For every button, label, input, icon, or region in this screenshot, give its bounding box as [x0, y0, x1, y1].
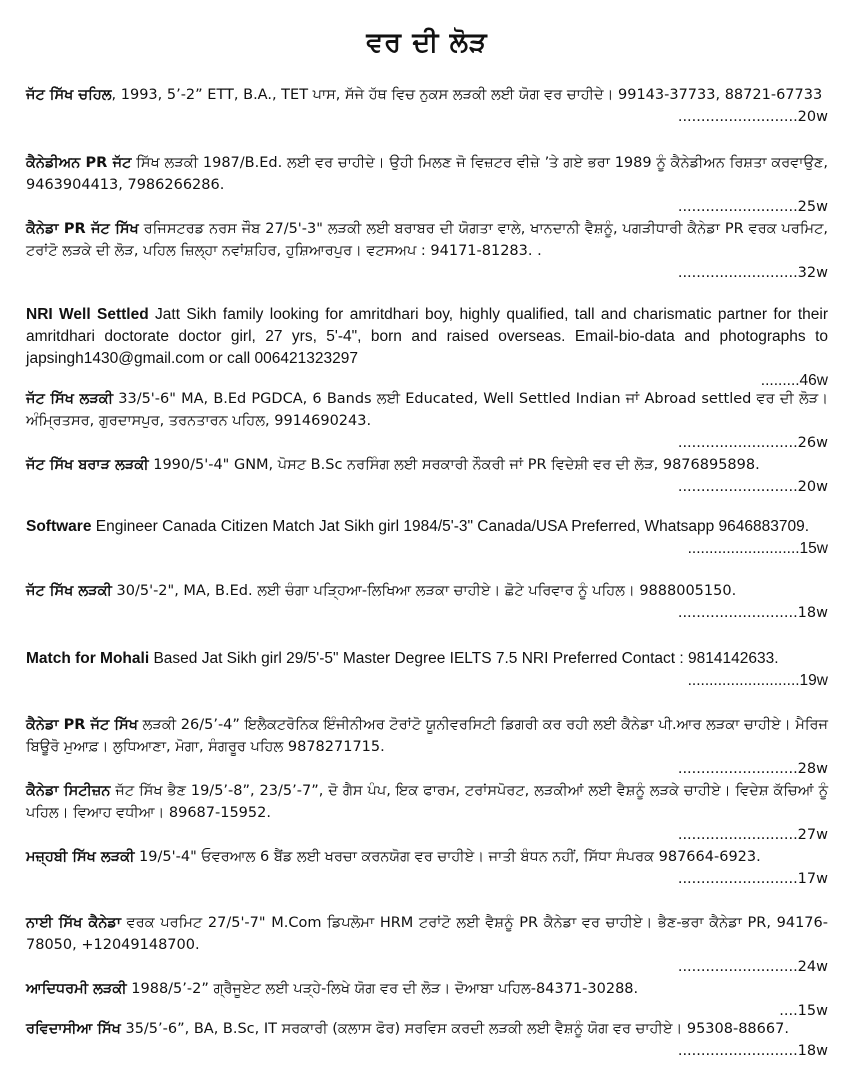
ad-body: ਲੜਕੀ 26/5’-4” ਇਲੈਕਟਰੋਨਿਕ ਇੰਜੀਨੀਅਰ ਟੋਰਾਂਟੋ ਯੂਨੀਵਰਸਿਟੀ ਡਿਗਰੀ ਕਰ ਰਹੀ ਲਈ ਕੈਨੇਡਾ ਪੀ.ਆਰ ਲੜਕਾ ਚਾਹੀਏ। ਮੈਰਿਜ ਬਿਊਰੋ ਮੁਆਫ਼। ਲੁਧਿਆਣਾ, ਮੋਗਾ, ਸੰਗਰੂਰ ਪਹਿਲ 9878271715. [26, 717, 829, 755]
ad-lead: Match for Mohali [26, 650, 150, 667]
ad-item [26, 1018, 828, 1062]
ad-item [26, 978, 828, 1022]
page-title: ਵਰ ਦੀ ਲੋੜ [366, 27, 488, 58]
ad-body: ਰਜਿਸਟਰਡ ਨਰਸ ਜੌਬ 27/5'-3" ਲੜਕੀ ਲਈ ਬਰਾਬਰ ਦੀ ਯੋਗਤਾ ਵਾਲੇ, ਖਾਨਦਾਨੀ ਵੈਸ਼ਨੂੰ, ਪਗੜੀਧਾਰੀ ਕੈਨੇਡਾ PR ਵਰਕ ਪਰਮਿਟ, ਟਰਾਂਟੋ ਲੜਕੇ ਦੀ ਲੋੜ, ਪਹਿਲ ਜ਼ਿਲ੍ਹਾ ਨਵਾਂਸ਼ਹਿਰ, ਹੁਸ਼ਿਆਰਪੁਰ। ਵਟਸਅਪ : 94171-81283. . [26, 221, 828, 259]
ad-rate: ..........................27w [677, 827, 828, 843]
ad-rate: ..........................24w [677, 959, 828, 975]
ad-item [26, 846, 828, 890]
ad-rate: .........46w [760, 372, 828, 389]
ad-body: ਸਿੱਖ ਲੜਕੀ 1987/B.Ed. ਲਈ ਵਰ ਚਾਹੀਦੇ। ਉਹੀ ਮਿਲਣ ਜੋ ਵਿਜ਼ਟਰ ਵੀਜ਼ੇ ’ਤੇ ਗਏ ਭਰਾ 1989 ਨੂੰ ਕੈਨੇਡੀਅਨ ਰਿਸ਼ਤਾ ਕਰਵਾਉਣ, 9463904413, 7986266286. [26, 155, 828, 193]
ad-rate: ....15w [779, 1003, 828, 1019]
ad-item [26, 304, 828, 392]
ad-body: Jatt Sikh family looking for amritdhari boy, highly qualified, tall and charismatic partner for their amritdhari doctorate doctor girl, 27 yrs, 5'-4", born and raised overseas. Email-bio-data and photographs to japsingh1430@gmail.com or call 006421323297 [26, 306, 828, 367]
ad-body: ਵਰਕ ਪਰਮਿਟ 27/5'-7" M.Com ਡਿਪਲੋਮਾ HRM ਟਰਾਂਟੋ ਲਈ ਵੈਸ਼ਨੂੰ PR ਕੈਨੇਡਾ ਵਰ ਚਾਹੀਏ। ਭੈਣ-ਭਰਾ ਕੈਨੇਡਾ PR, 94176-78050, +12049148700. [26, 915, 828, 953]
ad-rate: ..........................18w [677, 605, 828, 621]
ad-body: 1988/5’-2” ਗ੍ਰੈਜੂਏਟ ਲਈ ਪੜ੍ਹੇ-ਲਿਖੇ ਯੋਗ ਵਰ ਦੀ ਲੋੜ। ਦੋਆਬਾ ਪਹਿਲ-84371-30288. [126, 981, 639, 997]
ad-rate: ..........................20w [677, 479, 828, 495]
ad-body: , 1993, 5’-2” ETT, B.A., TET ਪਾਸ, ਸੱਜੇ ਹੱਥ ਵਿਚ ਨੁਕਸ ਲੜਕੀ ਲਈ ਯੋਗ ਵਰ ਚਾਹੀਦੇ। 99143-37733, 88721-67733 [111, 87, 823, 103]
ad-rate: ..........................26w [677, 435, 828, 451]
ad-lead: ਕੈਨੇਡੀਅਨ PR ਜੱਟ [26, 155, 132, 171]
ad-rate: ..........................28w [677, 761, 828, 777]
ad-rate: ..........................17w [677, 871, 828, 887]
ad-body: 1990/5'-4" GNM, ਪੋਸਟ B.Sc ਨਰਸਿੰਗ ਲਈ ਸਰਕਾਰੀ ਨੌਕਰੀ ਜਾਂ PR ਵਿਦੇਸ਼ੀ ਵਰ ਦੀ ਲੋੜ, 9876895898. [148, 457, 760, 473]
ad-lead: NRI Well Settled [26, 306, 149, 323]
ad-item [26, 580, 828, 624]
ad-body: 19/5'-4" ਓਵਰਆਲ 6 ਬੈਂਡ ਲਈ ਖਰਚਾ ਕਰਨਯੋਗ ਵਰ ਚਾਹੀਏ। ਜਾਤੀ ਬੰਧਨ ਨਹੀਂ, ਸਿੱਧਾ ਸੰਪਰਕ 987664-6923. [134, 849, 761, 865]
ad-lead: ਆਦਿਧਰਮੀ ਲੜਕੀ [26, 981, 127, 997]
ad-lead: ਜੱਟ ਸਿੱਖ ਚਹਿਲ [26, 87, 112, 103]
ad-lead: ਜੱਟ ਸਿੱਖ ਬਰਾੜ ਲੜਕੀ [26, 457, 149, 473]
ad-lead: ਰਵਿਦਾਸੀਆ ਸਿੱਖ [26, 1021, 121, 1037]
ad-item [26, 388, 828, 454]
ad-item [26, 648, 828, 692]
ad-item [26, 714, 828, 780]
ad-item [26, 780, 828, 846]
ad-body: 33/5'-6" MA, B.Ed PGDCA, 6 Bands ਲਈ Educated, Well Settled Indian ਜਾਂ Abroad settled ਵਰ ਦੀ ਲੋੜ। ਅੰਮ੍ਰਿਤਸਰ, ਗੁਰਦਾਸਪੁਰ, ਤਰਨਤਾਰਨ ਪਹਿਲ, 9914690243. [26, 391, 828, 429]
ad-lead: ਜੱਟ ਸਿੱਖ ਲੜਕੀ [26, 583, 112, 599]
ad-body: Based Jat Sikh girl 29/5'-5" Master Degree IELTS 7.5 NRI Preferred Contact : 9814142633. [149, 650, 779, 667]
ad-body: Engineer Canada Citizen Match Jat Sikh girl 1984/5'-3" Canada/USA Preferred, Whatsapp 9646883709. [91, 518, 810, 535]
ad-body: 35/5’-6”, BA, B.Sc, IT ਸਰਕਾਰੀ (ਕਲਾਸ ਫੋਰ) ਸਰਵਿਸ ਕਰਦੀ ਲੜਕੀ ਲਈ ਵੈਸ਼ਨੂੰ ਯੋਗ ਵਰ ਚਾਹੀਏ। 95308-88667. [120, 1021, 789, 1037]
ad-item [26, 152, 828, 218]
ad-rate: ..........................15w [687, 540, 828, 557]
ad-lead: ਕੈਨੇਡਾ PR ਜੱਟ ਸਿੱਖ [26, 221, 139, 237]
ad-lead: ਕੈਨੇਡਾ ਸਿਟੀਜ਼ਨ [26, 783, 111, 799]
ad-body: ਜੱਟ ਸਿੱਖ ਭੈਣ 19/5’-8”, 23/5’-7”, ਦੋ ਗੈਸ ਪੰਪ, ਇਕ ਫਾਰਮ, ਟਰਾਂਸਪੋਰਟ, ਲੜਕੀਆਂ ਲਈ ਵੈਸ਼ਨੂੰ ਲੜਕੇ ਚਾਹੀਏ। ਵਿਦੇਸ਼ ਕੱਚਿਆਂ ਨੂੰ ਪਹਿਲ। ਵਿਆਹ ਵਧੀਆ। 89687-15952. [26, 783, 828, 821]
ad-body: 30/5'-2", MA, B.Ed. ਲਈ ਚੰਗਾ ਪੜ੍ਹਿਆ-ਲਿਖਿਆ ਲੜਕਾ ਚਾਹੀਏ। ਛੋਟੇ ਪਰਿਵਾਰ ਨੂੰ ਪਹਿਲ। 9888005150. [111, 583, 737, 599]
ad-rate: ..........................32w [677, 265, 828, 281]
ad-rate: ..........................20w [677, 109, 828, 125]
ad-lead: Software [26, 518, 92, 535]
ad-lead: ਕੈਨੇਡਾ PR ਜੱਟ ਸਿੱਖ [26, 717, 138, 733]
ad-item [26, 218, 828, 284]
ad-rate: ..........................19w [687, 672, 828, 689]
ad-lead: ਜੱਟ ਸਿੱਖ ਲੜਕੀ [26, 391, 114, 407]
ad-item [26, 84, 828, 128]
ad-lead: ਮਜ਼੍ਹਬੀ ਸਿੱਖ ਲੜਕੀ [26, 849, 135, 865]
ad-rate: ..........................18w [677, 1043, 828, 1059]
ad-item [26, 454, 828, 498]
ad-item [26, 516, 828, 560]
ad-lead: ਨਾਈ ਸਿੱਖ ਕੈਨੇਡਾ [26, 915, 121, 931]
ad-item [26, 912, 828, 978]
ad-rate: ..........................25w [677, 199, 828, 215]
